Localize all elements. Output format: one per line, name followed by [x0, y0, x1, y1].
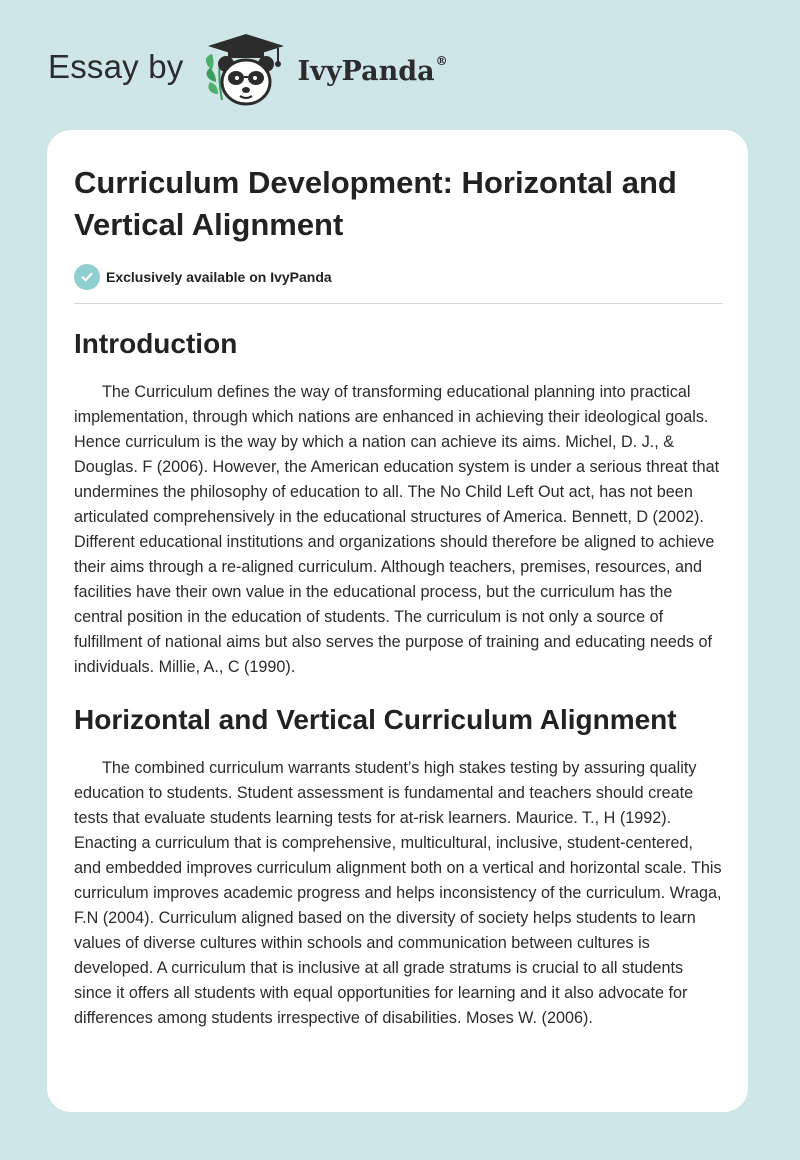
trademark-symbol: ® — [435, 53, 448, 68]
section-body-alignment: The combined curriculum warrants student’s high stakes testing by assuring quality education to students. Student assessment is fundamental and teachers should create tests that evaluate students learning tests for at-risk learners. Maurice. T., H (1992). Enacting a curriculum that is comprehensive, multicultural, inclusive, student-centered, and embedded improves curriculum alignment both on a vertical and horizontal scale. This curriculum improves academic progress and helps inconsistency of the curriculum. Wraga, F.N (2004). Curriculum aligned based on the diversity of society helps students to learn values of diverse cultures within schools and communication between cultures is developed. A curriculum that is inclusive at all grade stratums is crucial to all students since it offers all students with equal opportunities for learning and it also advocate for differences among students irrespective of disabilities. Moses W. (2006). — [74, 759, 722, 1027]
essay-by-label: Essay by — [48, 48, 184, 85]
exclusive-badge — [74, 264, 723, 290]
brand-text: IvyPanda — [297, 55, 435, 87]
article-content — [74, 162, 723, 1031]
section-heading-alignment: Horizontal and Vertical Curriculum Alignment — [74, 704, 677, 735]
check-icon — [74, 264, 100, 290]
section-body-introduction: The Curriculum defines the way of transforming educational planning into practical implementation, through which nations are enhanced in achieving their ideological goals. Hence curriculum is the way by which a nation can achieve its aims. Michel, D. J., & Douglas. F (2006). However, the American education system is under a serious threat that undermines the philosophy of education to all. The No Child Left Out act, has not been articulated comprehensively in the educational structures of America. Bennett, D (2002). Different educational institutions and organizations should therefore be aligned to achieve their aims through a re-aligned curriculum. Although teachers, premises, resources, and facilities have their own value in the educational process, but the curriculum has the central position in the education of students. The curriculum is not only a source of fulfillment of national aims but also serves the purpose of training and educating needs of individuals. Millie, A., C (1990). — [74, 383, 720, 676]
panda-logo-icon[interactable] — [198, 30, 294, 110]
article-card — [47, 130, 748, 1112]
article-title: Curriculum Development: Horizontal and Vertical Alignment — [74, 165, 677, 242]
exclusive-badge-text: Exclusively available on IvyPanda — [106, 269, 332, 285]
site-header — [48, 30, 448, 110]
divider — [74, 303, 723, 304]
section-heading-introduction: Introduction — [74, 328, 238, 359]
brand-name[interactable] — [297, 53, 448, 87]
